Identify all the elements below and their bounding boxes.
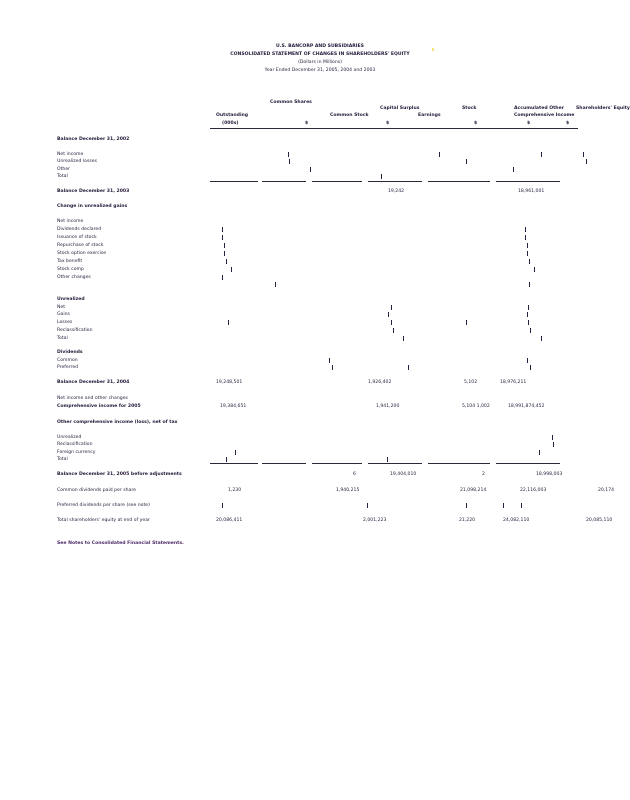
tick <box>530 328 531 333</box>
col7-header: Shareholders' Equity <box>576 106 630 111</box>
comp-val: 19,384,651 <box>220 404 247 409</box>
tick <box>553 442 554 447</box>
balance-2004-val: 19,248,501 <box>216 380 243 385</box>
comp-val: 1,941,200 <box>376 404 400 409</box>
section3-label: Unrealized <box>57 297 85 302</box>
col5-header: Stock <box>462 106 477 111</box>
tick <box>513 167 514 172</box>
tick <box>235 450 236 455</box>
s4-row: Common <box>57 358 78 363</box>
dividends-row-val: 20,174 <box>598 488 615 493</box>
header-rule <box>210 128 578 129</box>
col6-unit: $ <box>527 121 531 126</box>
tick <box>222 275 223 280</box>
units-subtitle: (Dollars in Millions) <box>298 60 342 65</box>
tick <box>387 457 388 462</box>
tick <box>289 159 290 164</box>
col7-unit: $ <box>566 121 570 126</box>
tick <box>527 243 528 248</box>
statement-title: CONSOLIDATED STATEMENT OF CHANGES IN SHAREHOLDERS' EQUITY <box>230 52 410 57</box>
tick <box>393 328 394 333</box>
tick <box>503 503 504 508</box>
tick <box>466 503 467 508</box>
s2-row: Tax benefit <box>57 259 83 264</box>
other-label: Other comprehensive income (loss), net of tax <box>57 420 178 425</box>
s3-row: Losses <box>57 320 73 325</box>
tick <box>367 503 368 508</box>
tick <box>228 320 229 325</box>
subtotal-rule <box>428 181 490 182</box>
s3-row: Gains <box>57 312 70 317</box>
s2-row: Stock option exercise <box>57 251 107 256</box>
balance-2004-val: 1,926,402 <box>368 380 392 385</box>
tick <box>527 251 528 256</box>
comp-label: Comprehensive income for 2005 <box>57 404 141 409</box>
col6-header-top: Accumulated Other <box>514 106 564 111</box>
tick <box>529 259 530 264</box>
s4-row: Preferred <box>57 365 79 370</box>
balance-2005-val: 19,404,010 <box>390 472 417 477</box>
tick <box>439 152 440 157</box>
subtotal-rule <box>210 181 258 182</box>
comp-sub-label: Net income and other changes <box>57 396 128 401</box>
col3-header: Capital Surplus <box>380 106 420 111</box>
subtotal-rule <box>262 463 306 464</box>
col5-unit: $ <box>474 121 478 126</box>
subtotal-rule <box>368 181 422 182</box>
col3-unit: $ <box>386 121 390 126</box>
balance-2004-label: Balance December 31, 2004 <box>57 380 130 385</box>
tick <box>530 365 531 370</box>
s2-row: Repurchase of stock <box>57 243 104 248</box>
tick <box>466 320 467 325</box>
section2-label: Change in unrealized gains <box>57 204 128 209</box>
subtotal-rule <box>210 463 258 464</box>
s1-total-label: Balance December 31, 2003 <box>57 189 130 194</box>
subtotal-rule <box>496 181 560 182</box>
comp-val: 18,991,874,452 <box>508 404 545 409</box>
tick <box>388 312 389 317</box>
tick <box>391 320 392 325</box>
footnote: See Notes to Consolidated Financial Statements. <box>57 541 184 546</box>
total-equity-val: 21,220 <box>459 518 476 523</box>
tick <box>381 174 382 179</box>
tick <box>525 235 526 240</box>
total-equity-val: 20,085,110 <box>586 518 613 523</box>
tick <box>222 235 223 240</box>
highlight-mark <box>432 48 434 51</box>
tick <box>525 227 526 232</box>
s2-row: Net income <box>57 219 84 224</box>
dividends-row-val: 1,940,215 <box>336 488 360 493</box>
tick <box>552 435 553 440</box>
tick <box>332 365 333 370</box>
dividends-row-label: Common dividends paid per share <box>57 488 136 493</box>
s1-total-val: 18,961,001 <box>518 189 545 194</box>
subtotal-rule <box>368 463 422 464</box>
tick <box>391 305 392 310</box>
s1-total-val: 19,242 <box>388 189 405 194</box>
tick <box>231 267 232 272</box>
other-row: Foreign currency <box>57 450 96 455</box>
total-equity-val: 2,001,223 <box>363 518 387 523</box>
s3-row: Total <box>57 336 68 341</box>
s1-row-2: Unrealized losses <box>57 159 97 164</box>
tick <box>224 243 225 248</box>
col6-header: Comprehensive Income <box>514 113 575 118</box>
balance-2005-label: Balance December 31, 2005 before adjustments <box>57 472 182 477</box>
balance-2005-val: 6 <box>353 472 356 477</box>
tick <box>534 267 535 272</box>
tick <box>529 282 530 287</box>
tick <box>310 167 311 172</box>
tick <box>527 358 528 363</box>
col1-header: Outstanding <box>216 113 249 118</box>
comp-val: 5,104 1,002 <box>462 404 490 409</box>
balance-2004-val: 5,102 <box>464 380 478 385</box>
total-equity-val: 20,086,411 <box>216 518 243 523</box>
subtotal-rule <box>262 181 306 182</box>
tick <box>539 450 540 455</box>
col4-header: Earnings <box>418 113 441 118</box>
tick <box>222 227 223 232</box>
subtotal-rule <box>496 463 560 464</box>
s1-row-4: Total <box>57 174 68 179</box>
tick <box>466 159 467 164</box>
tick <box>403 336 404 341</box>
other-row: Unrealized <box>57 435 82 440</box>
col2-unit: $ <box>305 121 309 126</box>
subtotal-rule <box>312 463 362 464</box>
s1-row-1: Net income <box>57 152 84 157</box>
company-title: U.S. BANCORP AND SUBSIDIARIES <box>276 44 364 49</box>
other-row: Reclassification <box>57 442 93 447</box>
tick <box>329 358 330 363</box>
tick <box>224 251 225 256</box>
col2-header: Common Stock <box>330 113 369 118</box>
balance-2005-val: 18,998,003 <box>536 472 563 477</box>
period-subtitle: Year Ended December 31, 2005, 2004 and 2003 <box>264 68 376 73</box>
s3-row: Reclassification <box>57 328 93 333</box>
preferred-row-label: Preferred dividends per share (see note) <box>57 503 150 508</box>
tick <box>288 152 289 157</box>
section4-label: Dividends <box>57 350 83 355</box>
tick <box>521 503 522 508</box>
col1-unit: (000s) <box>222 121 239 126</box>
s2-row: Dividends declared <box>57 227 102 232</box>
total-equity-label: Total shareholders' equity at end of year <box>57 518 150 523</box>
col1-header-top: Common Shares <box>270 100 312 105</box>
s2-row: Other changes <box>57 275 91 280</box>
s1-row-3: Other <box>57 167 71 172</box>
subtotal-rule <box>428 463 490 464</box>
tick <box>226 259 227 264</box>
s2-row: Issuance of stock <box>57 235 97 240</box>
balance-2005-val: 2 <box>482 472 485 477</box>
tick <box>586 159 587 164</box>
other-row: Total <box>57 457 68 462</box>
s3-row: Net <box>57 305 66 310</box>
tick <box>222 503 223 508</box>
tick <box>528 305 529 310</box>
dividends-row-val: 1,230 <box>228 488 242 493</box>
dividends-row-val: 21,098,214 <box>460 488 487 493</box>
tick <box>527 312 528 317</box>
tick <box>541 336 542 341</box>
tick <box>408 365 409 370</box>
tick <box>275 282 276 287</box>
section1-label: Balance December 31, 2002 <box>57 137 130 142</box>
tick <box>583 152 584 157</box>
tick <box>528 320 529 325</box>
dividends-row-val: 22,116,003 <box>520 488 547 493</box>
balance-2004-val: 18,976,211 <box>500 380 527 385</box>
subtotal-rule <box>312 181 362 182</box>
tick <box>541 152 542 157</box>
total-equity-val: 24,082,110 <box>503 518 530 523</box>
tick <box>226 457 227 462</box>
s2-row: Stock comp <box>57 267 84 272</box>
